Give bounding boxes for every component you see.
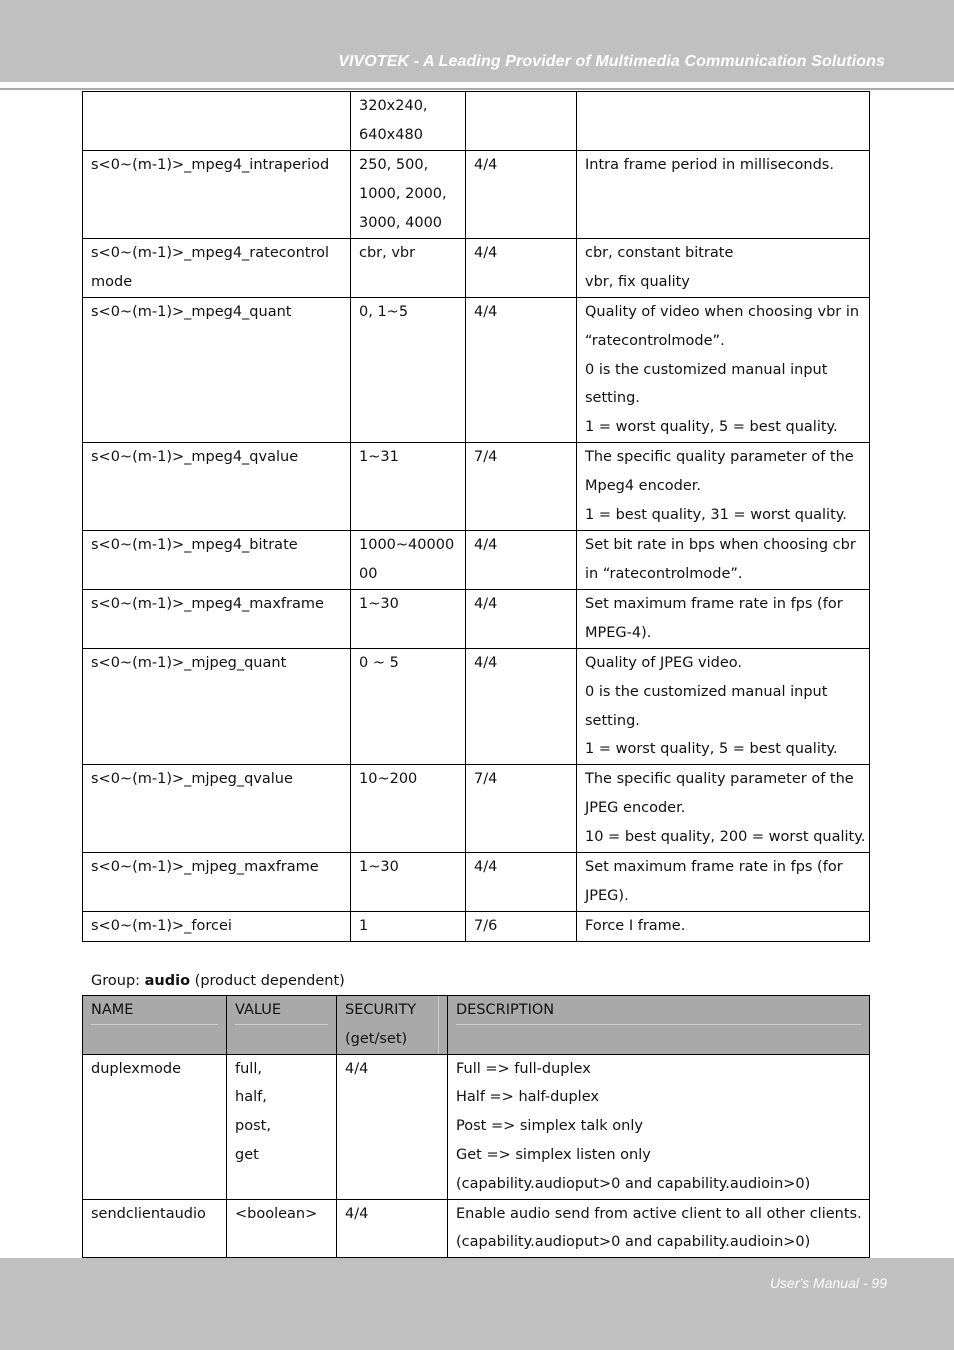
group-title	[91, 967, 345, 995]
table-row	[83, 92, 870, 151]
security-text: 7/4	[474, 449, 498, 465]
security-text: 7/6	[474, 918, 498, 935]
table-row	[83, 853, 870, 912]
name-text: duplexmode	[91, 1060, 181, 1077]
page-footer	[0, 1258, 954, 1350]
value-text: 1~31	[359, 449, 399, 465]
group-suffix: (product dependent)	[190, 973, 345, 989]
cell-security	[466, 443, 577, 531]
security-text: 4/4	[474, 537, 498, 553]
description-text: Enable audio send from active client to all other clients.	[456, 1205, 862, 1222]
description-text: (capability.audioput>0 and capability.audioin>0)	[456, 1234, 811, 1251]
description-text: JPEG encoder.	[585, 799, 686, 816]
header-cell-security	[337, 996, 448, 1055]
audio-table	[82, 995, 870, 1258]
description-text: Half => half-duplex	[456, 1089, 599, 1106]
cell-value	[351, 151, 466, 239]
header-name-label: NAME	[91, 1002, 134, 1018]
description-text: 10 = best quality, 200 = worst quality.	[585, 828, 866, 845]
value-text: get	[235, 1146, 259, 1163]
cell-description	[448, 1199, 870, 1258]
cell-security	[466, 590, 577, 649]
description-text: JPEG).	[585, 887, 629, 904]
name-text: s<0~(m-1)>_mpeg4_intraperiod	[91, 157, 330, 173]
table-row	[83, 443, 870, 531]
description-text: Quality of JPEG video.	[585, 655, 742, 671]
name-text: s<0~(m-1)>_forcei	[91, 918, 232, 935]
cell-description	[577, 531, 870, 590]
cell-name	[83, 239, 351, 298]
cell-security	[466, 531, 577, 590]
description-text: (capability.audioput>0 and capability.audioin>0)	[456, 1175, 811, 1192]
header-security-label: SECURITY	[345, 1002, 417, 1018]
table-row	[83, 298, 870, 443]
value-text: half,	[235, 1089, 267, 1106]
cell-description	[577, 239, 870, 298]
header-cell-name	[83, 996, 227, 1055]
cell-value	[351, 298, 466, 443]
parameter-table-body	[83, 92, 870, 942]
value-text: 1~30	[359, 596, 399, 612]
value-text: 1	[359, 918, 369, 935]
description-text: Full => full-duplex	[456, 1060, 591, 1077]
description-text: 1 = worst quality, 5 = best quality.	[585, 741, 838, 758]
page-header	[0, 0, 954, 82]
table-row	[83, 1054, 870, 1199]
table-row	[83, 765, 870, 853]
table-row	[83, 912, 870, 942]
audio-table-header-row	[83, 996, 870, 1055]
header-title: VIVOTEK - A Leading Provider of Multimedia Communication Solutions	[338, 53, 885, 70]
table-row	[83, 151, 870, 239]
name-text: s<0~(m-1)>_mjpeg_maxframe	[91, 859, 319, 876]
cell-name	[83, 531, 351, 590]
description-text: in “ratecontrolmode”.	[585, 565, 743, 582]
value-text: <boolean>	[235, 1205, 318, 1222]
cell-security	[466, 765, 577, 853]
audio-table-body	[83, 1054, 870, 1258]
cell-value	[227, 1054, 337, 1199]
cell-description	[448, 1054, 870, 1199]
cell-security	[466, 298, 577, 443]
value-text: post,	[235, 1118, 271, 1135]
value-text: 320x240,	[359, 98, 428, 114]
header-cell-value	[227, 996, 337, 1055]
table-row	[83, 590, 870, 649]
security-text: 4/4	[474, 304, 498, 320]
name-text: s<0~(m-1)>_mjpeg_qvalue	[91, 771, 293, 788]
value-text: full,	[235, 1060, 262, 1077]
value-text: 1000, 2000,	[359, 185, 447, 202]
cell-description	[577, 298, 870, 443]
description-text: setting.	[585, 712, 640, 729]
name-text: s<0~(m-1)>_mpeg4_bitrate	[91, 537, 298, 553]
cell-value	[351, 590, 466, 649]
group-prefix: Group:	[91, 973, 145, 989]
description-text: setting.	[585, 390, 640, 407]
cell-description	[577, 649, 870, 765]
description-text: Quality of video when choosing vbr in	[585, 304, 860, 320]
security-text: 4/4	[474, 655, 498, 671]
description-text: The specific quality parameter of the	[585, 771, 854, 788]
cell-name	[83, 1054, 227, 1199]
cell-name	[83, 151, 351, 239]
cell-description	[577, 765, 870, 853]
security-text: 4/4	[345, 1060, 369, 1077]
cell-value	[351, 92, 466, 151]
cell-value	[351, 765, 466, 853]
value-text: 0 ~ 5	[359, 655, 399, 671]
name-text: s<0~(m-1)>_mpeg4_qvalue	[91, 449, 299, 465]
cell-name	[83, 590, 351, 649]
security-text: 4/4	[474, 859, 498, 876]
cell-name	[83, 1199, 227, 1258]
cell-description	[577, 443, 870, 531]
value-text: cbr, vbr	[359, 245, 416, 261]
table-row	[83, 239, 870, 298]
header-description-label: DESCRIPTION	[456, 1002, 555, 1018]
security-text: 4/4	[474, 596, 498, 612]
cell-name	[83, 765, 351, 853]
table-row	[83, 1199, 870, 1258]
description-text: 1 = worst quality, 5 = best quality.	[585, 419, 838, 436]
description-text: Set maximum frame rate in fps (for	[585, 596, 843, 612]
name-text: sendclientaudio	[91, 1205, 206, 1222]
cell-name	[83, 649, 351, 765]
description-text: Post => simplex talk only	[456, 1118, 643, 1135]
page-number: User's Manual - 99	[769, 1275, 887, 1291]
description-text: cbr, constant bitrate	[585, 245, 734, 261]
cell-value	[351, 853, 466, 912]
name-text: s<0~(m-1)>_mpeg4_quant	[91, 304, 292, 320]
description-text: 0 is the customized manual input	[585, 361, 828, 378]
cell-description	[577, 912, 870, 942]
parameter-table	[82, 91, 870, 942]
cell-description	[577, 151, 870, 239]
value-text: 1000~40000	[359, 537, 455, 553]
description-text: Set bit rate in bps when choosing cbr	[585, 537, 856, 553]
cell-name	[83, 912, 351, 942]
cell-name	[83, 298, 351, 443]
cell-name	[83, 92, 351, 151]
security-text: 4/4	[474, 245, 498, 261]
description-text: “ratecontrolmode”.	[585, 332, 725, 349]
description-text: Get => simplex listen only	[456, 1146, 651, 1163]
security-text: 4/4	[474, 157, 498, 173]
value-text: 3000, 4000	[359, 214, 443, 231]
description-text: 1 = best quality, 31 = worst quality.	[585, 506, 847, 523]
header-divider	[0, 88, 954, 90]
description-text: The specific quality parameter of the	[585, 449, 854, 465]
cell-security	[466, 239, 577, 298]
cell-name	[83, 443, 351, 531]
cell-value	[351, 912, 466, 942]
name-text: mode	[91, 273, 133, 290]
cell-value	[351, 443, 466, 531]
cell-security	[466, 853, 577, 912]
description-text: 0 is the customized manual input	[585, 683, 828, 700]
cell-security	[466, 92, 577, 151]
cell-security	[466, 649, 577, 765]
cell-security	[337, 1199, 448, 1258]
name-text: s<0~(m-1)>_mpeg4_ratecontrol	[91, 245, 330, 261]
value-text: 1~30	[359, 859, 399, 876]
table-row	[83, 649, 870, 765]
cell-value	[351, 239, 466, 298]
cell-security	[337, 1054, 448, 1199]
cell-description	[577, 590, 870, 649]
description-text: Intra frame period in milliseconds.	[585, 157, 834, 173]
value-text: 0, 1~5	[359, 304, 409, 320]
security-text: 4/4	[345, 1205, 369, 1222]
cell-security	[466, 151, 577, 239]
table-row	[83, 531, 870, 590]
value-text: 10~200	[359, 771, 418, 788]
cell-value	[351, 531, 466, 590]
description-text: vbr, fix quality	[585, 273, 690, 290]
cell-security	[466, 912, 577, 942]
cell-value	[351, 649, 466, 765]
name-text: s<0~(m-1)>_mpeg4_maxframe	[91, 596, 324, 612]
security-text: 7/4	[474, 771, 498, 788]
group-name: audio	[144, 973, 191, 989]
cell-description	[577, 853, 870, 912]
header-value-label: VALUE	[235, 1002, 282, 1018]
description-text: MPEG-4).	[585, 624, 652, 641]
description-text: Mpeg4 encoder.	[585, 477, 701, 494]
value-text: 00	[359, 565, 378, 582]
cell-description	[577, 92, 870, 151]
cell-name	[83, 853, 351, 912]
header-cell-description	[448, 996, 870, 1055]
description-text: Set maximum frame rate in fps (for	[585, 859, 843, 876]
description-text: Force I frame.	[585, 918, 686, 935]
name-text: s<0~(m-1)>_mjpeg_quant	[91, 655, 287, 671]
cell-value	[227, 1199, 337, 1258]
header-security-sublabel: (get/set)	[345, 1030, 408, 1047]
value-text: 250, 500,	[359, 157, 429, 173]
value-text: 640x480	[359, 126, 423, 143]
